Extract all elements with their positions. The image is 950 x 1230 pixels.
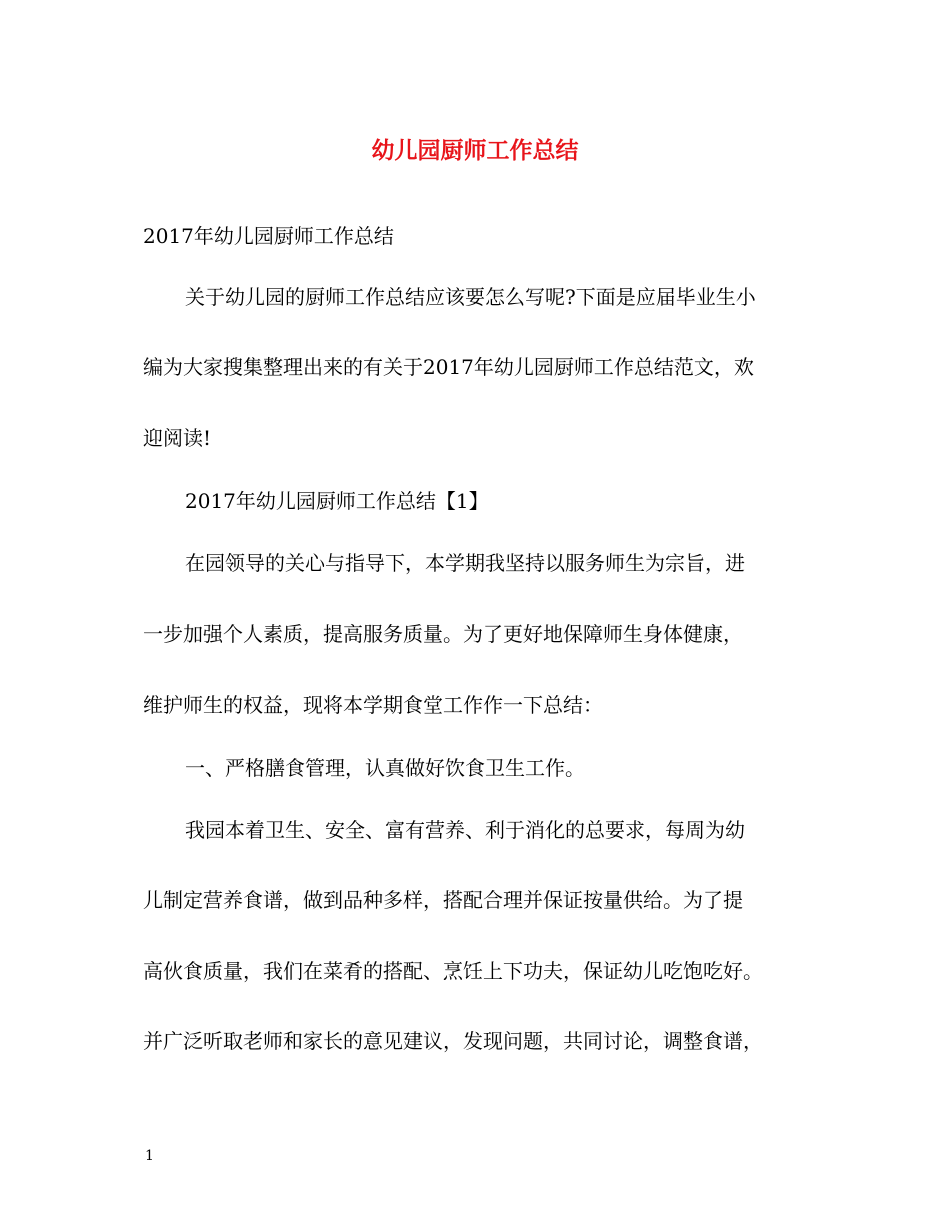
text-line: 高伙食质量，我们在菜肴的搭配、烹饪上下功夫，保证幼儿吃饱吃好。 xyxy=(143,959,763,983)
document-title: 幼儿园厨师工作总结 xyxy=(371,137,579,164)
section-heading: 2017年幼儿园厨师工作总结【1】 xyxy=(185,489,489,513)
subtitle-line: 2017年幼儿园厨师工作总结 xyxy=(143,224,394,248)
text-line: 编为大家搜集整理出来的有关于2017年幼儿园厨师工作总结范文，欢 xyxy=(143,355,754,379)
text-line: 并广泛听取老师和家长的意见建议，发现问题，共同讨论，调整食谱， xyxy=(143,1029,763,1053)
text-line: 在园领导的关心与指导下，本学期我坚持以服务师生为宗旨，进 xyxy=(185,551,745,575)
text-line: 迎阅读! xyxy=(143,426,212,450)
text-line: 一、严格膳食管理，认真做好饮食卫生工作。 xyxy=(185,756,585,780)
text-line: 一步加强个人素质，提高服务质量。为了更好地保障师生身体健康， xyxy=(143,622,743,646)
text-line: 关于幼儿园的厨师工作总结应该要怎么写呢?下面是应届毕业生小 xyxy=(185,285,756,309)
text-line: 维护师生的权益，现将本学期食堂工作作一下总结： xyxy=(143,693,603,717)
page-number: 1 xyxy=(145,1148,154,1164)
text-line: 儿制定营养食谱，做到品种多样，搭配合理并保证按量供给。为了提 xyxy=(143,888,743,912)
text-line: 我园本着卫生、安全、富有营养、利于消化的总要求，每周为幼 xyxy=(185,818,745,842)
